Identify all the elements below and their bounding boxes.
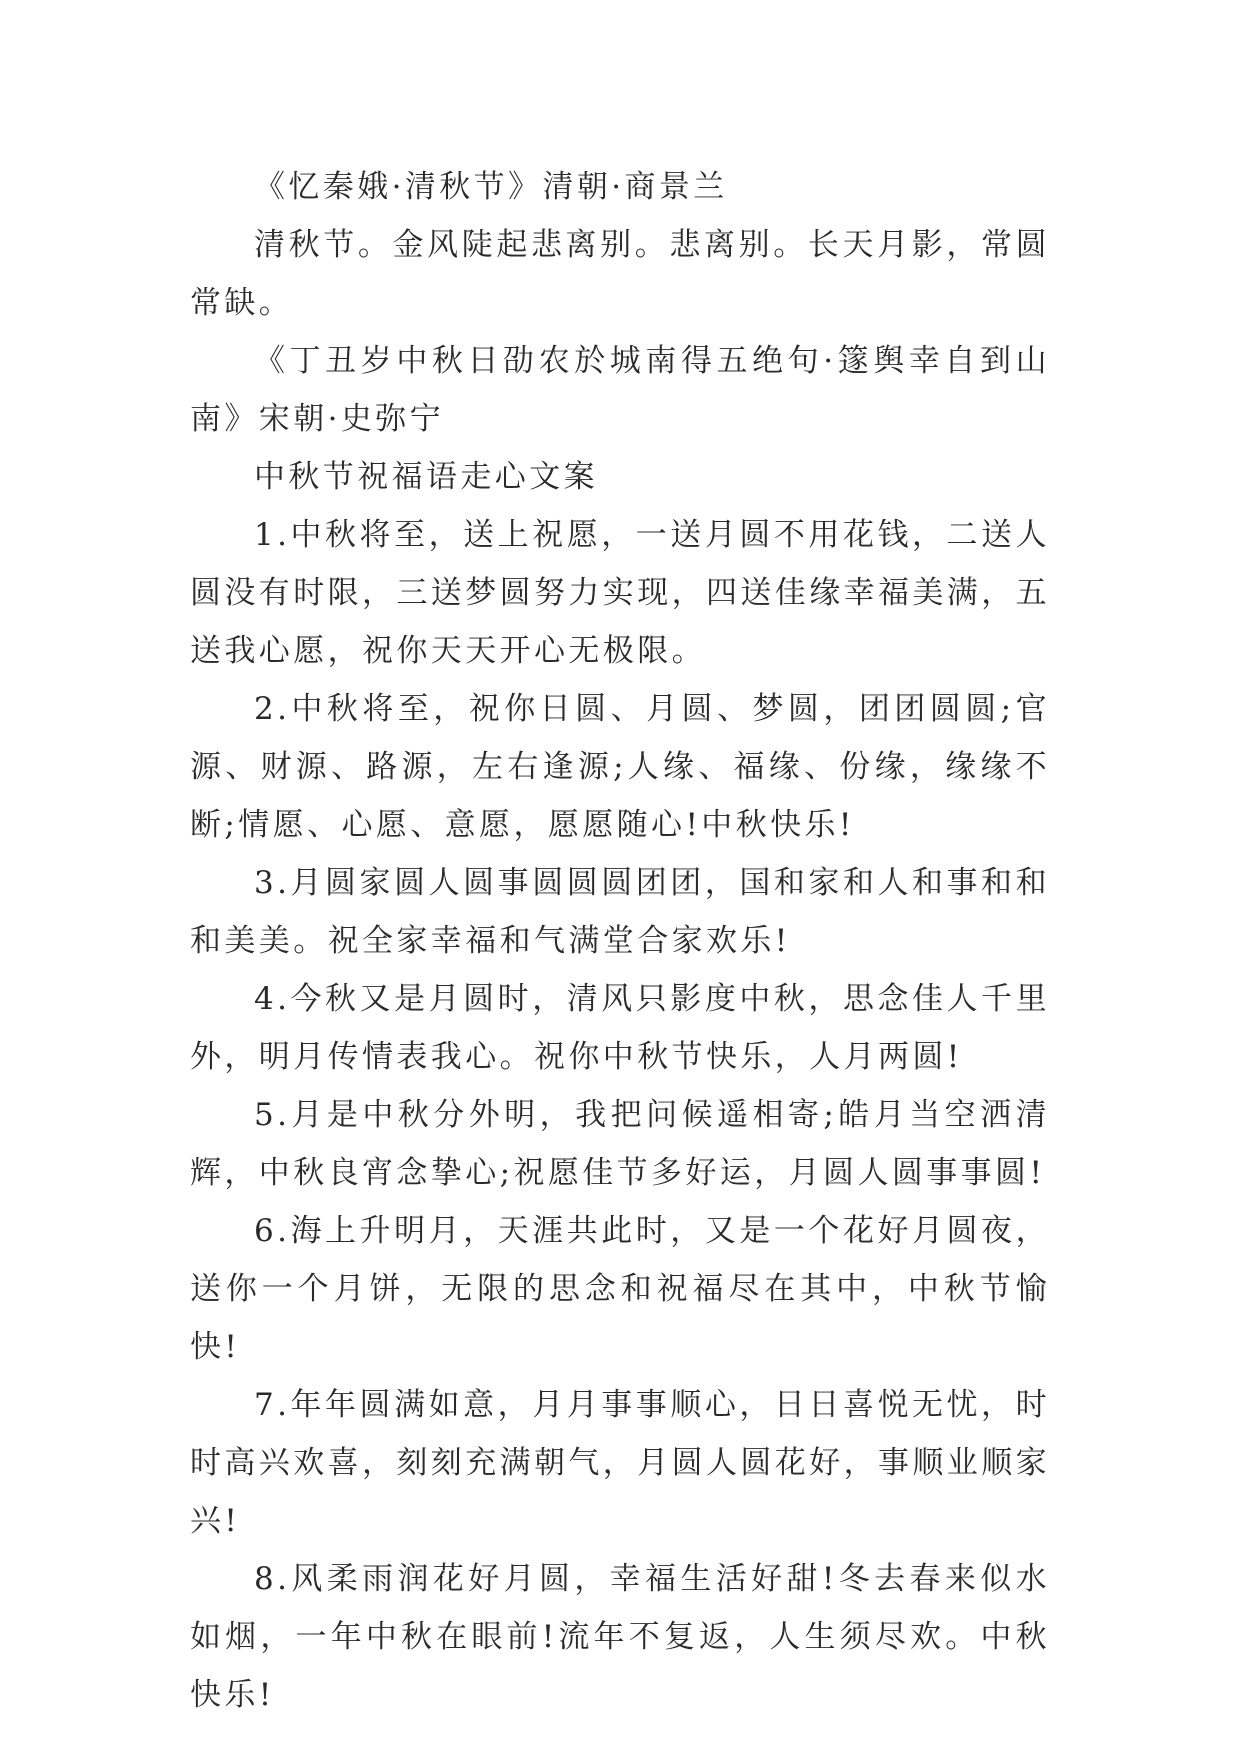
poem-title-paragraph: 《忆秦娥·清秋节》清朝·商景兰 [254, 169, 728, 205]
blessing-item-7: 7.年年圆满如意，月月事事顺心，日日喜悦无忧，时时高兴欢喜，刻刻充满朝气，月圆人圆花好，事顺业顺家兴! [190, 1387, 1050, 1539]
blessing-item-2: 2.中秋将至，祝你日圆、月圆、梦圆，团团圆圆;官源、财源、路源，左右逢源;人缘、福缘、份缘，缘缘不断;情愿、心愿、意愿，愿愿随心!中秋快乐! [190, 691, 1050, 843]
blessing-item-1: 1.中秋将至，送上祝愿，一送月圆不用花钱，二送人圆没有时限，三送梦圆努力实现，四送佳缘幸福美满，五送我心愿，祝你天天开心无极限。 [190, 517, 1050, 669]
section-heading: 中秋节祝福语走心文案 [254, 459, 598, 495]
poem-text-paragraph: 清秋节。金风陡起悲离别。悲离别。长天月影，常圆常缺。 [190, 227, 1050, 321]
poem-title-paragraph: 《丁丑岁中秋日劭农於城南得五绝句·篴舆幸自到山南》宋朝·史弥宁 [190, 343, 1050, 437]
document-body [190, 158, 1050, 1724]
blessing-item-5: 5.月是中秋分外明，我把问候遥相寄;皓月当空洒清辉，中秋良宵念挚心;祝愿佳节多好运，月圆人圆事事圆! [190, 1097, 1050, 1191]
blessing-item-8: 8.风柔雨润花好月圆，幸福生活好甜!冬去春来似水如烟，一年中秋在眼前!流年不复返，人生须尽欢。中秋快乐! [190, 1561, 1050, 1713]
blessing-item-4: 4.今秋又是月圆时，清风只影度中秋，思念佳人千里外，明月传情表我心。祝你中秋节快乐，人月两圆! [190, 981, 1050, 1075]
blessing-item-6: 6.海上升明月，天涯共此时，又是一个花好月圆夜，送你一个月饼，无限的思念和祝福尽在其中，中秋节愉快! [190, 1213, 1050, 1365]
blessing-item-3: 3.月圆家圆人圆事圆圆圆团团，国和家和人和事和和和美美。祝全家幸福和气满堂合家欢乐! [190, 865, 1050, 959]
